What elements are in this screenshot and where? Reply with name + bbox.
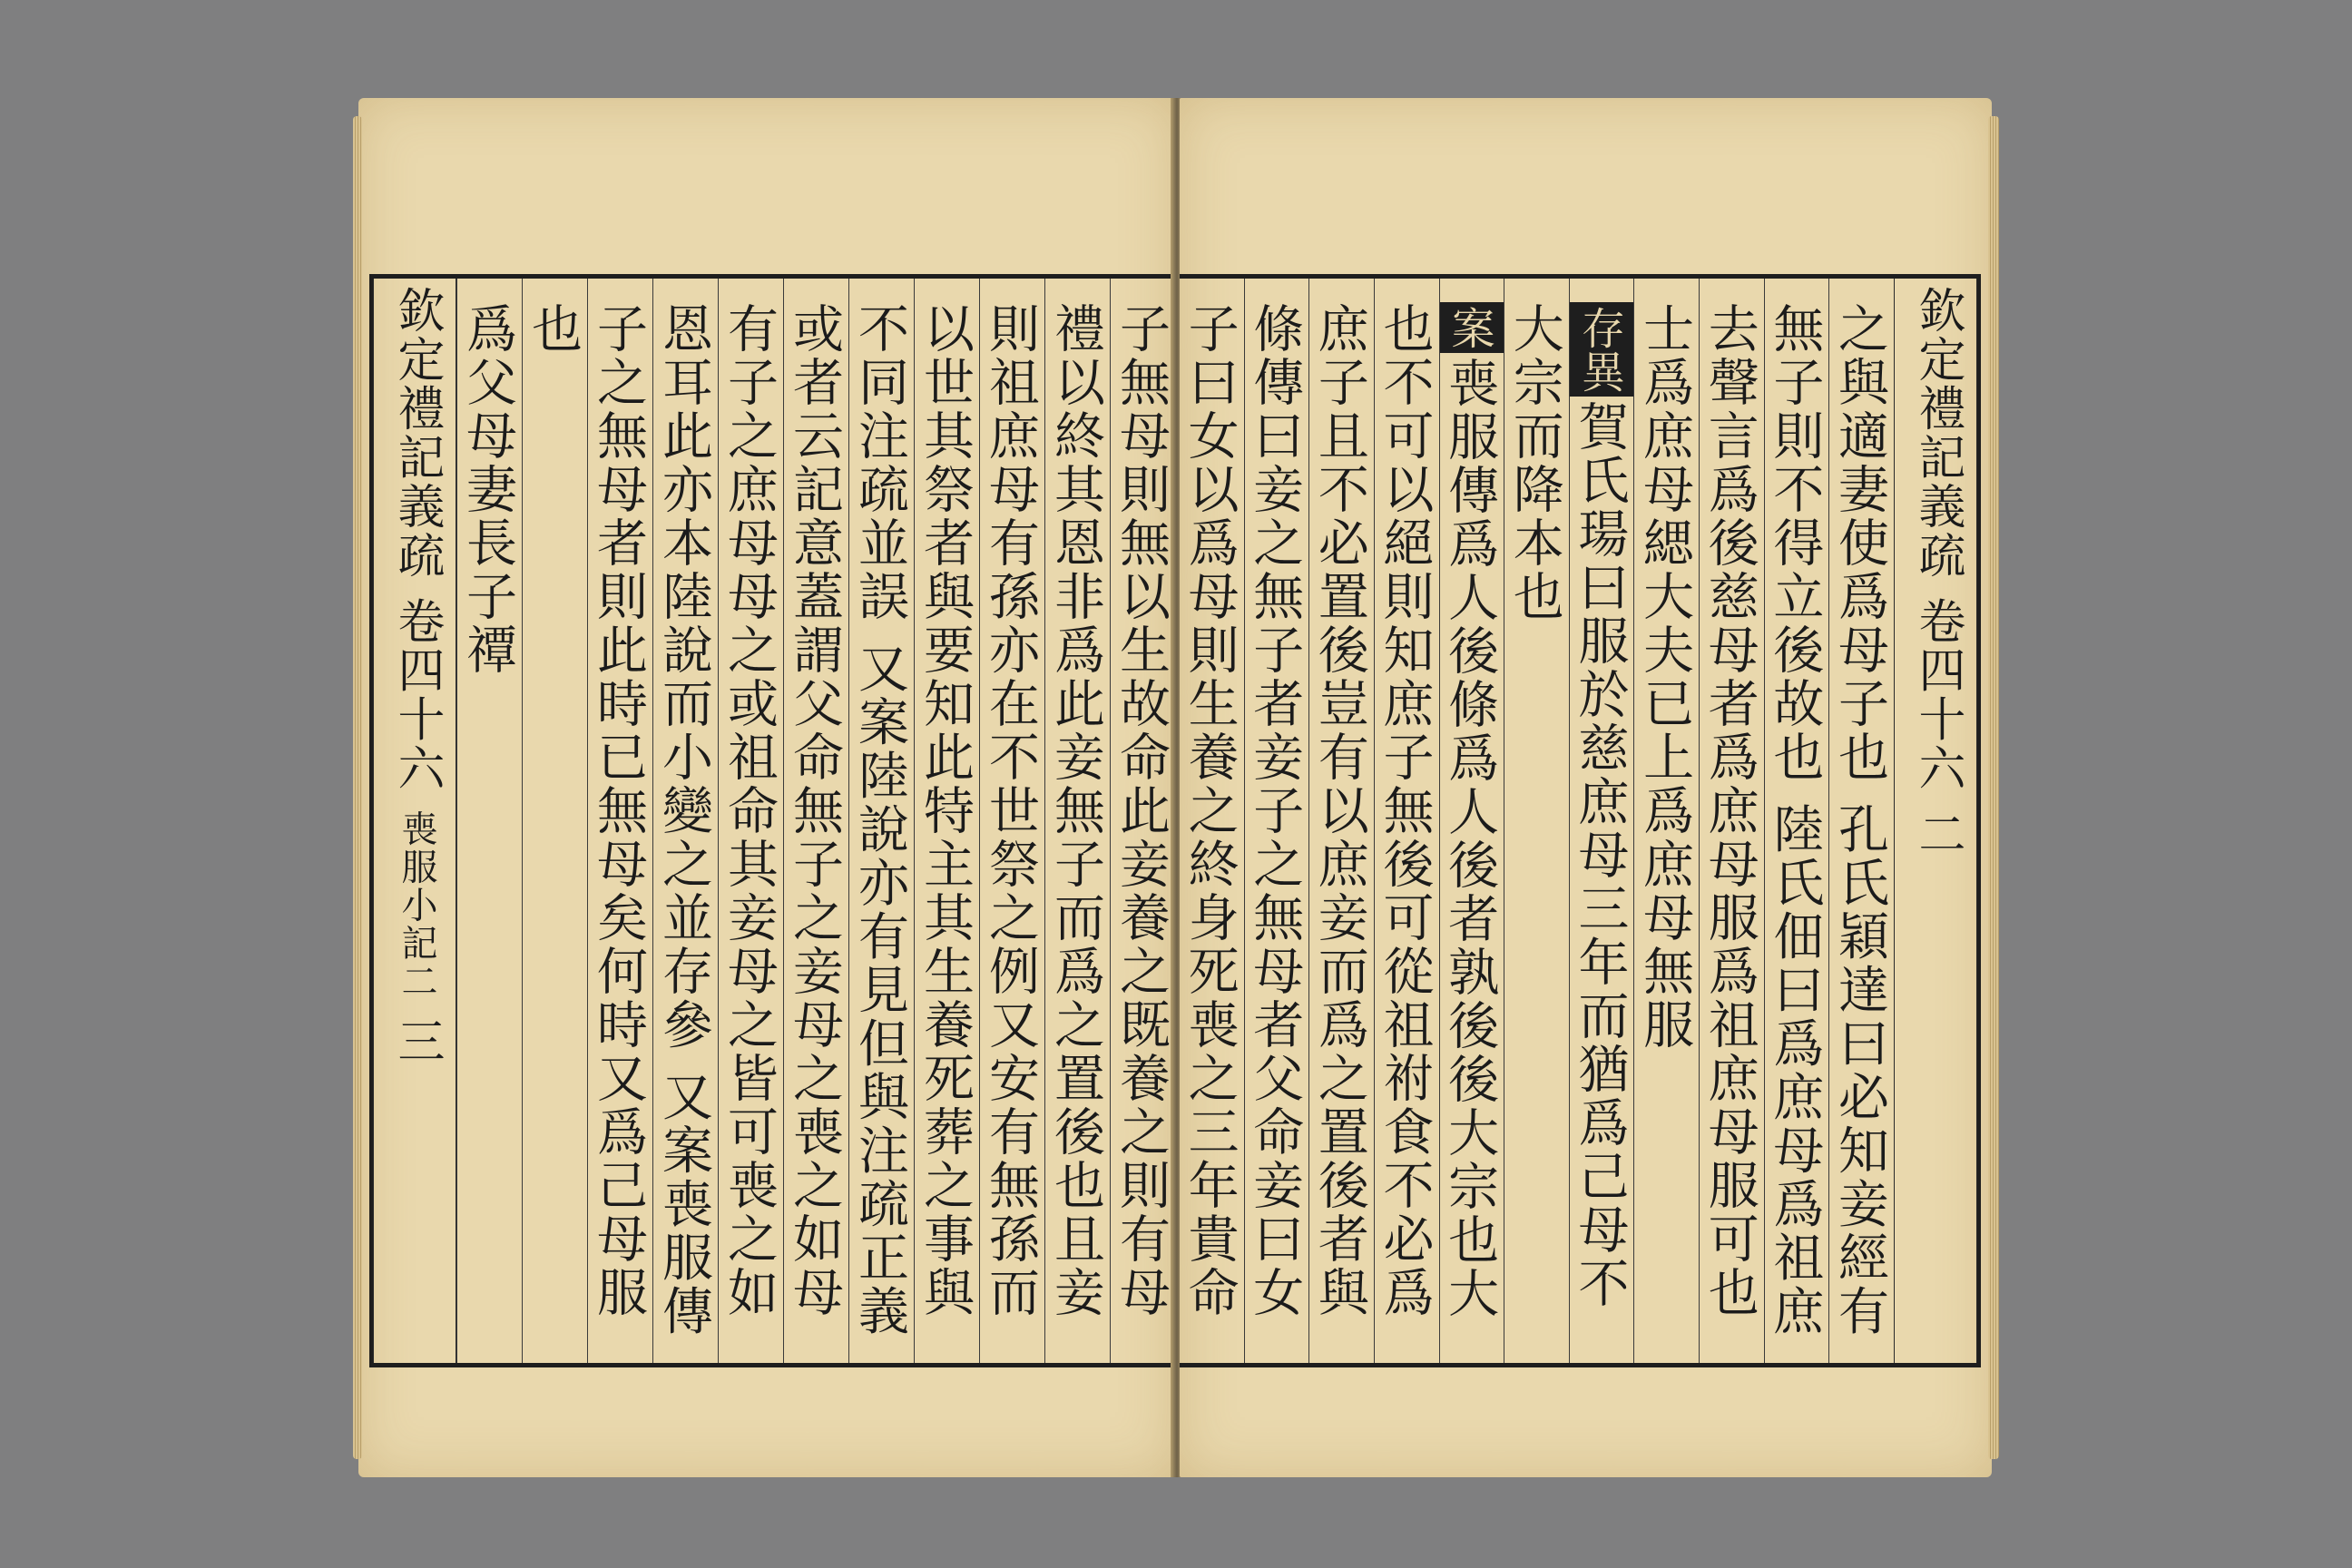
text-column: 有子之庶母母之或祖命其妾母之皆可喪之如 [718, 279, 783, 1363]
text-column: 去聲言爲後慈母者爲庶母服爲祖庶母服可也 [1699, 279, 1764, 1363]
margin-leaf: 二 [1910, 809, 1965, 859]
text-column [1569, 279, 1634, 1363]
tag-an: 案 [1439, 302, 1504, 353]
column-text: 喪服傳爲人後條爲人後者孰後後大宗也大 [1440, 357, 1500, 1320]
text-column: 也 [522, 279, 587, 1363]
text-column: 也不可以絕則知庶子無後可從祖祔食不必爲 [1374, 279, 1439, 1363]
text-column: 或者云記意蓋謂父命無子之妾母之喪之如母 [783, 279, 848, 1363]
margin-title: 欽定禮記義疏 [389, 286, 444, 580]
text-column: 庶子且不必置後豈有以庶妾而爲之置後者與 [1308, 279, 1374, 1363]
text-column: 士爲庶母緦大夫已上爲庶母無服 [1633, 279, 1699, 1363]
tag-cunyi: 存異 [1569, 302, 1634, 397]
margin-volume: 卷四十六 [389, 596, 444, 793]
text-column: 無子則不得立後故也 陸氏佃曰爲庶母爲祖庶 [1764, 279, 1829, 1363]
text-column: 子之無母者則此時已無母矣何時又爲己母服 [587, 279, 652, 1363]
text-column: 不同注疏並誤 又案陸說亦有見但與注疏正義 [848, 279, 914, 1363]
text-column: 禮以終其恩非爲此妾無子而爲之置後也且妾 [1044, 279, 1110, 1363]
left-page-frame [369, 274, 1175, 1367]
text-column: 爲父母妻長子禫 [456, 279, 522, 1363]
fold-margin [1894, 279, 1977, 1363]
text-column: 則祖庶母有孫亦在不世祭之例又安有無孫而 [979, 279, 1044, 1363]
fold-margin [373, 279, 456, 1363]
right-page-edge [1988, 116, 1999, 1459]
text-column: 恩耳此亦本陸說而小變之並存參 又案喪服傳 [652, 279, 718, 1363]
text-column: 之與適妻使爲母子也 孔氏穎達曰必知妾經有 [1828, 279, 1894, 1363]
text-column: 子無母則無以生故命此妾養之既養之則有母 [1110, 279, 1175, 1363]
margin-title: 欽定禮記義疏 [1910, 286, 1965, 580]
margin-volume: 卷四十六 [1910, 596, 1965, 793]
left-page-edge [353, 116, 362, 1459]
column-text: 賀氏瑒曰服於慈庶母三年而猶爲己母不 [1570, 400, 1630, 1310]
text-column: 子曰女以爲母則生養之終身死喪之三年貴命 [1180, 302, 1240, 1319]
text-column: 條傳曰妾之無子者妾子之無母者父命妾曰女 [1244, 279, 1309, 1363]
text-column: 以世其祭者與要知此特主其生養死葬之事與 [914, 279, 979, 1363]
right-page-frame [1180, 274, 1981, 1367]
margin-chapter: 喪服小記二 [396, 809, 437, 1001]
text-column [1439, 279, 1504, 1363]
open-book [358, 98, 1992, 1477]
right-page [1180, 98, 1992, 1477]
left-page [358, 98, 1175, 1477]
margin-leaf: 三 [389, 1016, 444, 1066]
text-column: 大宗而降本也 [1504, 279, 1569, 1363]
